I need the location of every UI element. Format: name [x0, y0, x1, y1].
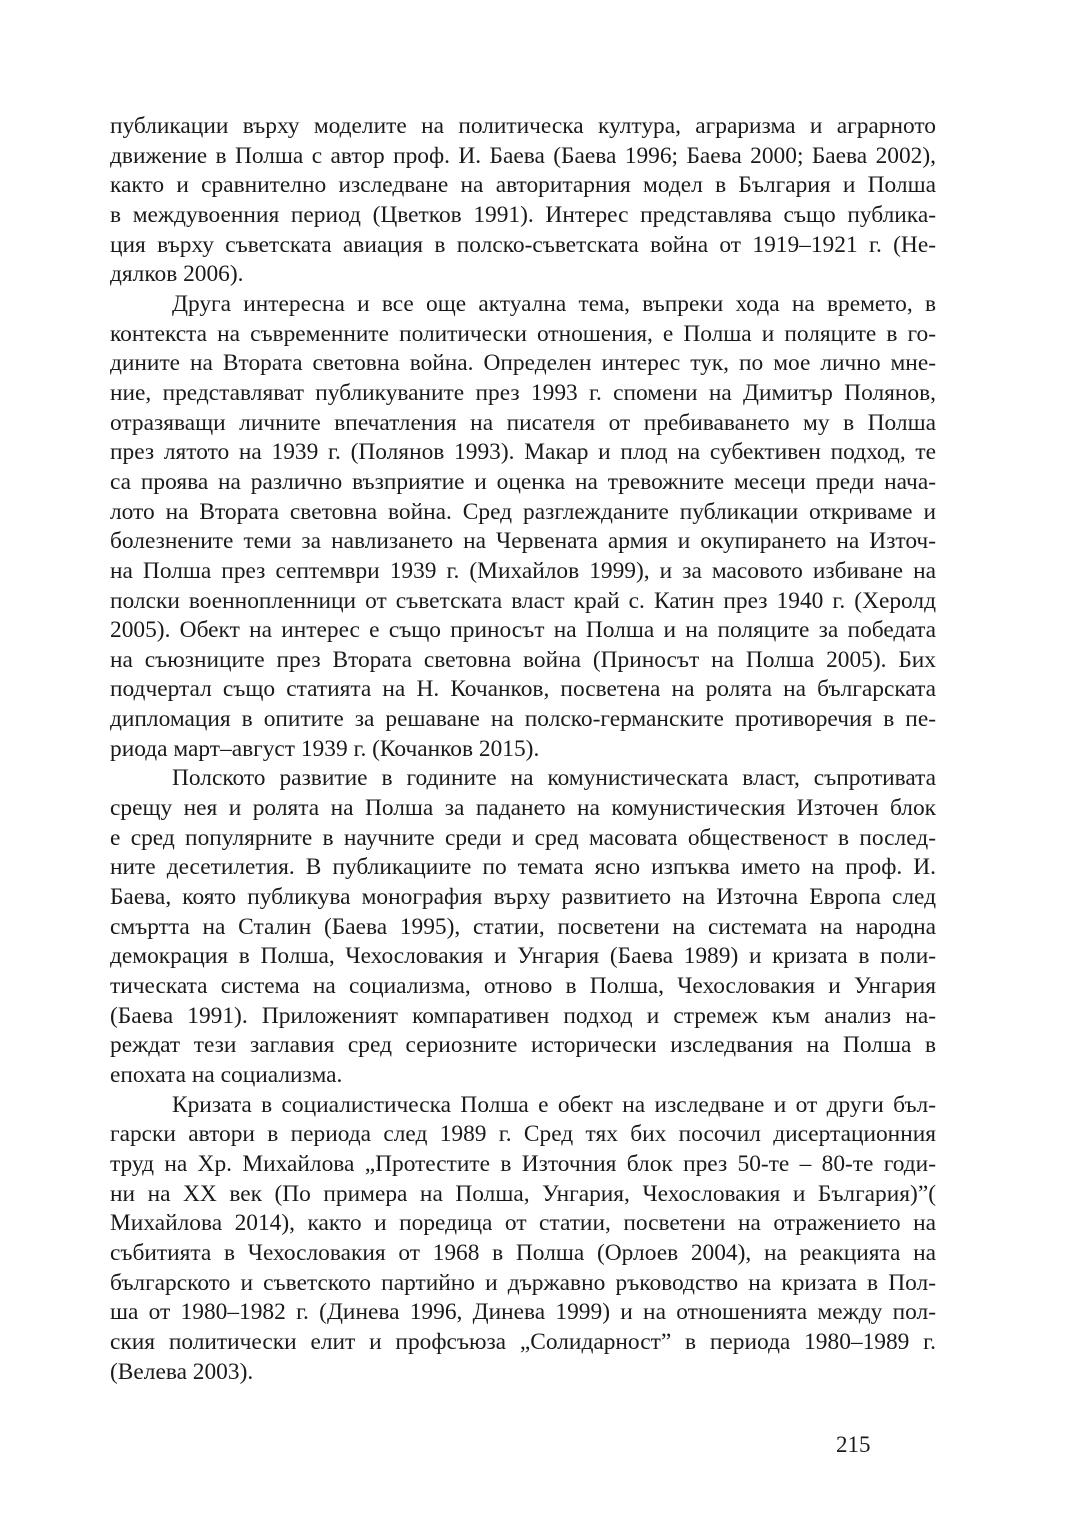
text-line: гарски автори в периода след 1989 г. Сред тях бих посочил дисертационния	[110, 1121, 936, 1148]
text-line: ние, представляват публикуваните през 1993 г. спомени на Димитър Полянов,	[110, 379, 936, 406]
text-line: ския политически елит и профсъюза „Солидарност” в периода 1980–1989 г.	[110, 1328, 936, 1355]
text-line: ша от 1980–1982 г. (Динева 1996, Динева 1999) и на отношенията между пол-	[110, 1299, 936, 1326]
text-line: е сред популярните в научните среди и сред масовата общественост в послед-	[110, 824, 936, 851]
text-line: дините на Втората световна война. Определен интерес тук, по мое лично мне-	[110, 350, 936, 377]
text-line: Друга интересна и все още актуална тема, въпреки хода на времето, в	[172, 290, 936, 317]
text-line: полски военнопленници от съветската власт край с. Катин през 1940 г. (Херолд	[110, 587, 936, 614]
text-line: дипломация в опитите за решаване на полско-германските противоречия в пе-	[110, 706, 936, 733]
text-line: събитията в Чехословакия от 1968 в Полша (Орлоев 2004), на реакцията на	[110, 1239, 936, 1266]
text-line: демокрация в Полша, Чехословакия и Унгария (Баева 1989) и кризата в поли-	[110, 943, 936, 970]
body-text	[110, 112, 936, 1387]
text-line: са проява на различно възприятие и оценка на тревожните месеци преди нача-	[110, 468, 936, 495]
text-line: контекста на съвременните политически отношения, е Полша и поляците в го-	[110, 320, 936, 347]
paragraph	[110, 290, 936, 765]
text-line: ните десетилетия. В публикациите по темата ясно изпъква името на проф. И.	[110, 854, 936, 881]
text-line: Кризата в социалистическа Полша е обект на изследване и от други бъл-	[172, 1091, 936, 1118]
text-line: през лятото на 1939 г. (Полянов 1993). Макар и плод на субективен подход, те	[110, 439, 936, 466]
text-line: труд на Хр. Михайлова „Протестите в Източния блок през 50-те – 80-те годи-	[110, 1150, 936, 1177]
text-line: Полското развитие в годините на комунистическата власт, съпротивата	[172, 765, 936, 792]
text-line: на Полша през септември 1939 г. (Михайлов 1999), и за масовото избиване на	[110, 557, 936, 584]
text-line: движение в Полша с автор проф. И. Баева (Баева 1996; Баева 2000; Баева 2002),	[110, 142, 936, 169]
text-line: отразяващи личните впечатления на писателя от пребиваването му в Полша	[110, 409, 936, 436]
text-line: епохата на социализма.	[110, 1062, 343, 1088]
text-line: лото на Втората световна война. Сред разглежданите публикации откриваме и	[110, 498, 936, 525]
paragraph	[110, 764, 936, 1090]
paragraph	[110, 1091, 936, 1388]
text-line: българското и съветското партийно и държавно ръководство на кризата в Пол-	[110, 1269, 936, 1296]
text-line: смъртта на Сталин (Баева 1995), статии, посветени на системата на народна	[110, 913, 936, 940]
text-line: болезнените теми за навлизането на Червената армия и окупирането на Източ-	[110, 528, 936, 555]
text-line: (Баева 1991). Приложеният компаративен подход и стремеж към анализ на-	[110, 1002, 936, 1029]
text-line: в междувоенния период (Цветков 1991). Интерес представлява също публика-	[110, 201, 936, 228]
text-line: подчертал също статията на Н. Кочанков, посветена на ролята на българската	[110, 676, 936, 703]
text-line: както и сравнително изследване на авторитарния модел в България и Полша	[110, 172, 936, 199]
text-line: Баева, която публикува монография върху развитието на Източна Европа след	[110, 884, 936, 911]
text-line: тическата система на социализма, отново в Полша, Чехословакия и Унгария	[110, 973, 936, 1000]
text-line: ция върху съветската авиация в полско-съветската война от 1919–1921 г. (Не-	[110, 231, 936, 258]
text-line: дялков 2006).	[110, 261, 244, 288]
text-line: на съюзниците през Втората световна война (Приносът на Полша 2005). Бих	[110, 646, 936, 673]
text-line: реждат тези заглавия сред сериозните исторически изследвания на Полша в	[110, 1032, 936, 1059]
page-number: 215	[836, 1432, 871, 1457]
text-line: (Велева 2003).	[110, 1358, 254, 1385]
text-line: риода март–август 1939 г. (Кочанков 2015).	[110, 735, 540, 762]
text-line: срещу нея и ролята на Полша за падането на комунистическия Източен блок	[110, 795, 936, 822]
text-line: публикации върху моделите на политическа култура, аграризма и аграрното	[110, 113, 936, 139]
text-line: 2005). Обект на интерес е също приносът на Полша и на поляците за победата	[110, 617, 936, 644]
paragraph	[110, 112, 936, 290]
text-line: Михайлова 2014), както и поредица от статии, посветени на отражението на	[110, 1210, 936, 1237]
text-line: ни на XX век (По примера на Полша, Унгария, Чехословакия и България)”(	[110, 1180, 936, 1207]
